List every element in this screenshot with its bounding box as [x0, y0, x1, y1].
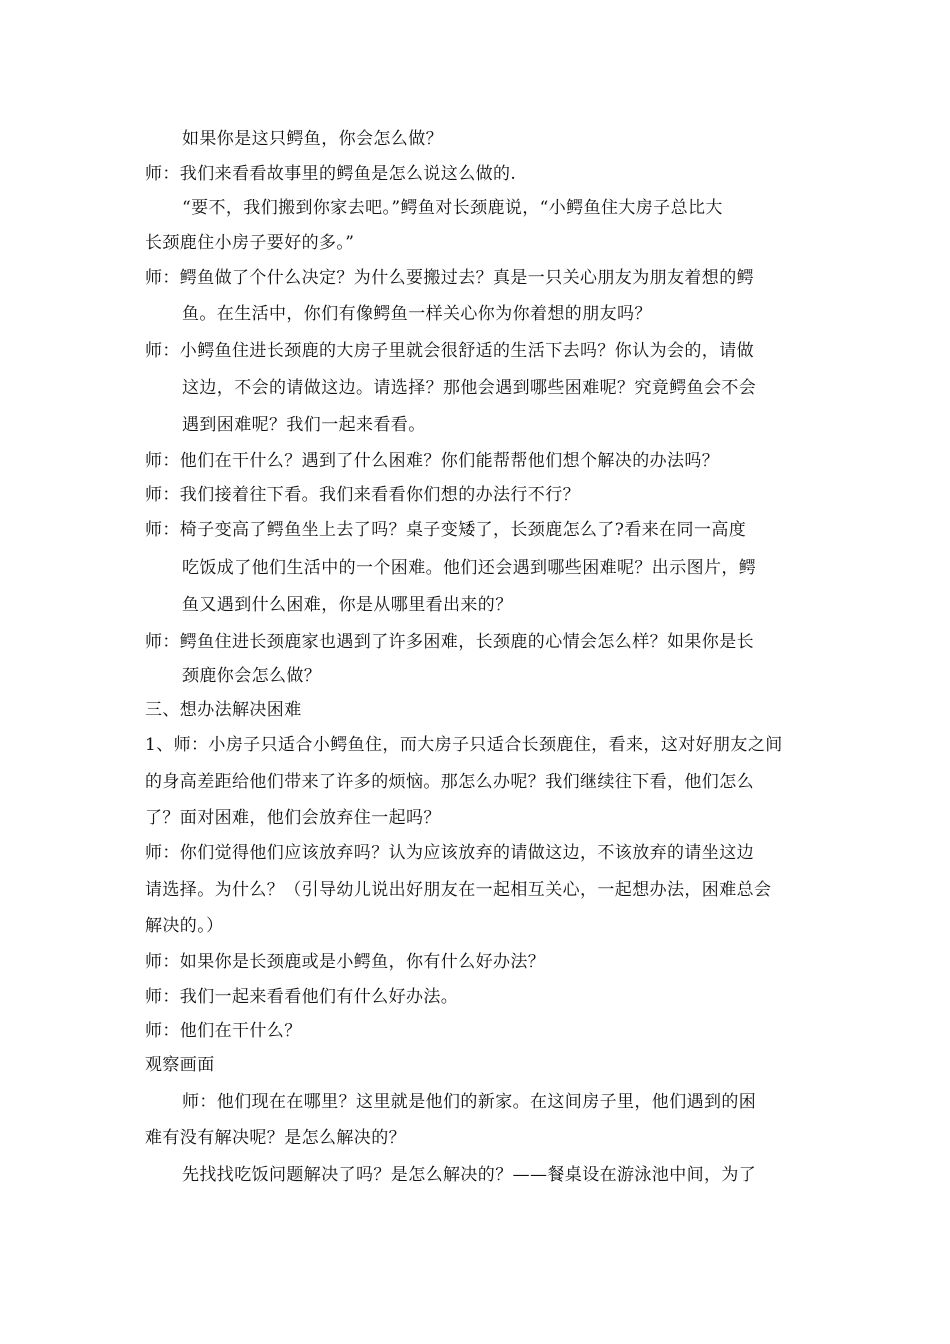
text-line: 了？面对困难，他们会放弃住一起吗？ [145, 808, 441, 828]
text-line: 解决的。） [145, 916, 224, 936]
text-line: 师：你们觉得他们应该放弃吗？认为应该放弃的请做这边，不该放弃的请坐这边 [145, 843, 754, 863]
text-line: 师：椅子变高了鳄鱼坐上去了吗？桌子变矮了，长颈鹿怎么了?看来在同一高度 [145, 520, 747, 540]
text-line: 师：他们在干什么？遇到了什么困难？你们能帮帮他们想个解决的办法吗？ [145, 451, 720, 471]
section-heading: 三、想办法解决困难 [145, 700, 302, 720]
text-line: 遇到困难呢？我们一起来看看。 [182, 415, 426, 435]
text-line: “要不，我们搬到你家去吧。”鳄鱼对长颈鹿说，“小鳄鱼住大房子总比大 [182, 198, 723, 218]
text-line: 的身高差距给他们带来了许多的烦恼。那怎么办呢？我们继续往下看，他们怎么 [145, 772, 754, 792]
text-line: 师：如果你是长颈鹿或是小鳄鱼，你有什么好办法？ [145, 952, 546, 972]
text-line: 吃饭成了他们生活中的一个困难。他们还会遇到哪些困难呢？出示图片，鳄 [182, 558, 757, 578]
text-line: 1、师：小房子只适合小鳄鱼住，而大房子只适合长颈鹿住，看来，这对好朋友之间 [145, 735, 783, 755]
text-line: 师：他们在干什么？ [145, 1021, 302, 1041]
text-line: 师：我们一起来看看他们有什么好办法。 [145, 987, 459, 1007]
text-line: 如果你是这只鳄鱼，你会怎么做？ [182, 129, 443, 149]
text-line: 鱼。在生活中，你们有像鳄鱼一样关心你为你着想的朋友吗？ [182, 304, 652, 324]
text-line: 长颈鹿住小房子要好的多。” [145, 233, 355, 253]
text-line: 师：我们来看看故事里的鳄鱼是怎么说这么做的. [145, 164, 517, 184]
text-line: 颈鹿你会怎么做？ [182, 666, 322, 686]
text-line: 师：小鳄鱼住进长颈鹿的大房子里就会很舒适的生活下去吗？你认为会的，请做 [145, 341, 754, 361]
text-line: 师：鳄鱼做了个什么决定？为什么要搬过去？真是一只关心朋友为朋友着想的鳄 [145, 268, 754, 288]
text-line: 鱼又遇到什么困难，你是从哪里看出来的？ [182, 595, 513, 615]
text-line: 师：鳄鱼住进长颈鹿家也遇到了许多困难，长颈鹿的心情会怎么样？如果你是长 [145, 632, 754, 652]
text-line: 观察画面 [145, 1055, 215, 1075]
text-line: 师：他们现在在哪里？这里就是他们的新家。在这间房子里，他们遇到的困 [182, 1092, 757, 1112]
text-line: 请选择。为什么？（引导幼儿说出好朋友在一起相互关心，一起想办法，困难总会 [145, 880, 772, 900]
text-line: 先找找吃饭问题解决了吗？是怎么解决的？——餐桌设在游泳池中间，为了 [182, 1165, 757, 1185]
text-line: 师：我们接着往下看。我们来看看你们想的办法行不行？ [145, 485, 580, 505]
text-line: 这边，不会的请做这边。请选择？那他会遇到哪些困难呢？究竟鳄鱼会不会 [182, 378, 757, 398]
text-line: 难有没有解决呢？是怎么解决的？ [145, 1128, 406, 1148]
